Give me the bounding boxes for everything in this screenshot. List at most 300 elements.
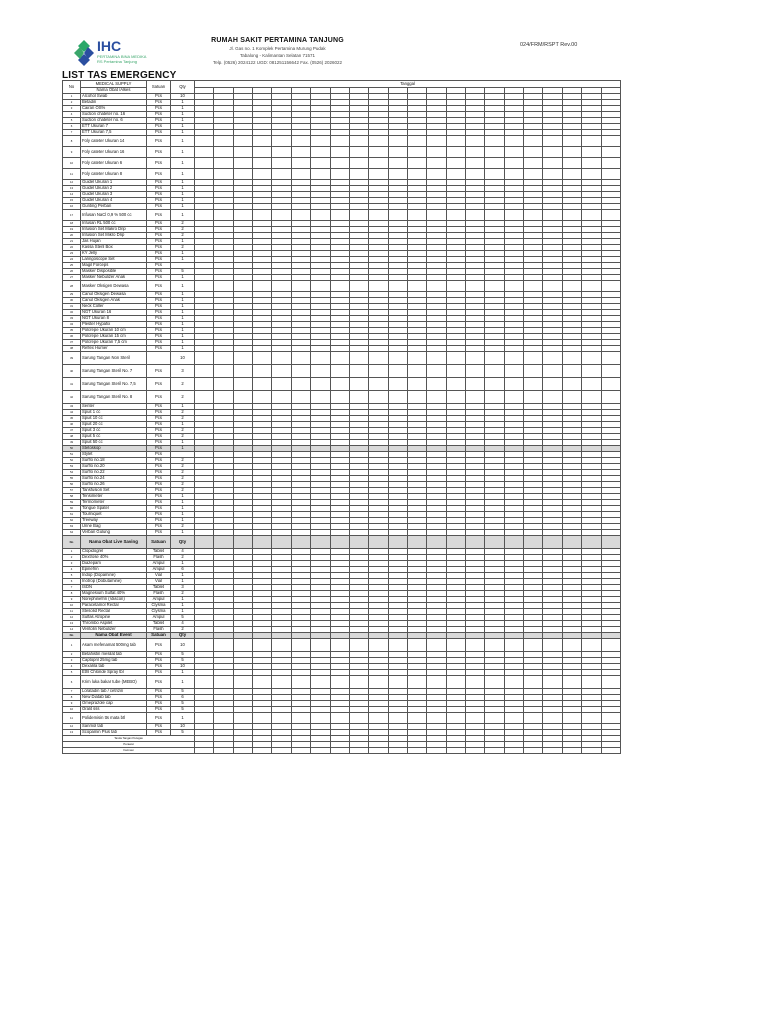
check-cell[interactable] bbox=[407, 352, 426, 365]
check-cell[interactable] bbox=[446, 147, 465, 158]
check-cell[interactable] bbox=[272, 365, 291, 378]
signature-cell[interactable] bbox=[349, 748, 368, 754]
signature-cell[interactable] bbox=[524, 748, 543, 754]
signature-cell[interactable] bbox=[466, 748, 485, 754]
check-cell[interactable] bbox=[349, 378, 368, 391]
check-cell[interactable] bbox=[407, 391, 426, 404]
check-cell[interactable] bbox=[349, 639, 368, 652]
check-cell[interactable] bbox=[369, 352, 388, 365]
check-cell[interactable] bbox=[369, 136, 388, 147]
check-cell[interactable] bbox=[427, 136, 446, 147]
check-cell[interactable] bbox=[272, 391, 291, 404]
check-cell[interactable] bbox=[524, 676, 543, 689]
check-cell[interactable] bbox=[543, 713, 562, 724]
check-cell[interactable] bbox=[214, 378, 233, 391]
check-cell[interactable] bbox=[311, 281, 330, 292]
check-cell[interactable] bbox=[485, 391, 504, 404]
check-cell[interactable] bbox=[272, 676, 291, 689]
check-cell[interactable] bbox=[446, 136, 465, 147]
check-cell[interactable] bbox=[369, 158, 388, 169]
check-cell[interactable] bbox=[253, 147, 272, 158]
check-cell[interactable] bbox=[330, 147, 349, 158]
check-cell[interactable] bbox=[601, 210, 621, 221]
check-cell[interactable] bbox=[388, 136, 407, 147]
check-cell[interactable] bbox=[601, 536, 621, 549]
check-cell[interactable] bbox=[543, 639, 562, 652]
check-cell[interactable] bbox=[253, 391, 272, 404]
check-cell[interactable] bbox=[485, 158, 504, 169]
check-cell[interactable] bbox=[195, 352, 214, 365]
check-cell[interactable] bbox=[446, 352, 465, 365]
check-cell[interactable] bbox=[272, 281, 291, 292]
check-cell[interactable] bbox=[601, 365, 621, 378]
check-cell[interactable] bbox=[272, 378, 291, 391]
check-cell[interactable] bbox=[369, 147, 388, 158]
signature-cell[interactable] bbox=[388, 748, 407, 754]
check-cell[interactable] bbox=[582, 713, 601, 724]
check-cell[interactable] bbox=[466, 158, 485, 169]
check-cell[interactable] bbox=[369, 676, 388, 689]
check-cell[interactable] bbox=[524, 391, 543, 404]
check-cell[interactable] bbox=[233, 147, 252, 158]
check-cell[interactable] bbox=[369, 713, 388, 724]
check-cell[interactable] bbox=[485, 639, 504, 652]
check-cell[interactable] bbox=[388, 169, 407, 180]
check-cell[interactable] bbox=[504, 676, 523, 689]
check-cell[interactable] bbox=[369, 378, 388, 391]
check-cell[interactable] bbox=[311, 136, 330, 147]
check-cell[interactable] bbox=[601, 352, 621, 365]
check-cell[interactable] bbox=[485, 713, 504, 724]
check-cell[interactable] bbox=[562, 147, 581, 158]
check-cell[interactable] bbox=[504, 536, 523, 549]
check-cell[interactable] bbox=[388, 365, 407, 378]
check-cell[interactable] bbox=[272, 536, 291, 549]
check-cell[interactable] bbox=[388, 676, 407, 689]
check-cell[interactable] bbox=[543, 281, 562, 292]
check-cell[interactable] bbox=[562, 713, 581, 724]
check-cell[interactable] bbox=[582, 169, 601, 180]
check-cell[interactable] bbox=[562, 676, 581, 689]
check-cell[interactable] bbox=[562, 639, 581, 652]
signature-cell[interactable] bbox=[195, 748, 214, 754]
check-cell[interactable] bbox=[582, 147, 601, 158]
check-cell[interactable] bbox=[369, 365, 388, 378]
check-cell[interactable] bbox=[562, 365, 581, 378]
check-cell[interactable] bbox=[291, 136, 310, 147]
check-cell[interactable] bbox=[291, 169, 310, 180]
check-cell[interactable] bbox=[311, 676, 330, 689]
check-cell[interactable] bbox=[504, 210, 523, 221]
check-cell[interactable] bbox=[427, 391, 446, 404]
check-cell[interactable] bbox=[582, 391, 601, 404]
check-cell[interactable] bbox=[524, 169, 543, 180]
check-cell[interactable] bbox=[466, 378, 485, 391]
check-cell[interactable] bbox=[446, 639, 465, 652]
check-cell[interactable] bbox=[446, 210, 465, 221]
check-cell[interactable] bbox=[195, 147, 214, 158]
check-cell[interactable] bbox=[214, 158, 233, 169]
check-cell[interactable] bbox=[407, 136, 426, 147]
check-cell[interactable] bbox=[291, 365, 310, 378]
check-cell[interactable] bbox=[291, 391, 310, 404]
check-cell[interactable] bbox=[407, 536, 426, 549]
signature-cell[interactable] bbox=[330, 748, 349, 754]
check-cell[interactable] bbox=[582, 281, 601, 292]
check-cell[interactable] bbox=[349, 365, 368, 378]
check-cell[interactable] bbox=[427, 713, 446, 724]
check-cell[interactable] bbox=[291, 378, 310, 391]
check-cell[interactable] bbox=[427, 281, 446, 292]
check-cell[interactable] bbox=[272, 147, 291, 158]
check-cell[interactable] bbox=[466, 136, 485, 147]
check-cell[interactable] bbox=[466, 639, 485, 652]
check-cell[interactable] bbox=[233, 676, 252, 689]
check-cell[interactable] bbox=[272, 713, 291, 724]
check-cell[interactable] bbox=[291, 676, 310, 689]
check-cell[interactable] bbox=[214, 365, 233, 378]
check-cell[interactable] bbox=[253, 365, 272, 378]
check-cell[interactable] bbox=[330, 378, 349, 391]
check-cell[interactable] bbox=[195, 169, 214, 180]
check-cell[interactable] bbox=[311, 158, 330, 169]
check-cell[interactable] bbox=[233, 210, 252, 221]
check-cell[interactable] bbox=[485, 676, 504, 689]
check-cell[interactable] bbox=[272, 639, 291, 652]
check-cell[interactable] bbox=[349, 158, 368, 169]
check-cell[interactable] bbox=[466, 169, 485, 180]
check-cell[interactable] bbox=[253, 352, 272, 365]
check-cell[interactable] bbox=[311, 169, 330, 180]
check-cell[interactable] bbox=[272, 158, 291, 169]
check-cell[interactable] bbox=[543, 536, 562, 549]
check-cell[interactable] bbox=[427, 158, 446, 169]
check-cell[interactable] bbox=[311, 536, 330, 549]
check-cell[interactable] bbox=[582, 210, 601, 221]
check-cell[interactable] bbox=[407, 169, 426, 180]
check-cell[interactable] bbox=[291, 281, 310, 292]
check-cell[interactable] bbox=[195, 210, 214, 221]
check-cell[interactable] bbox=[524, 147, 543, 158]
check-cell[interactable] bbox=[466, 676, 485, 689]
check-cell[interactable] bbox=[427, 365, 446, 378]
check-cell[interactable] bbox=[427, 352, 446, 365]
check-cell[interactable] bbox=[388, 713, 407, 724]
check-cell[interactable] bbox=[349, 281, 368, 292]
check-cell[interactable] bbox=[485, 210, 504, 221]
check-cell[interactable] bbox=[407, 281, 426, 292]
check-cell[interactable] bbox=[253, 536, 272, 549]
signature-cell[interactable] bbox=[233, 748, 252, 754]
signature-cell[interactable] bbox=[311, 748, 330, 754]
check-cell[interactable] bbox=[330, 136, 349, 147]
check-cell[interactable] bbox=[253, 210, 272, 221]
check-cell[interactable] bbox=[233, 713, 252, 724]
check-cell[interactable] bbox=[233, 536, 252, 549]
check-cell[interactable] bbox=[524, 536, 543, 549]
check-cell[interactable] bbox=[582, 352, 601, 365]
check-cell[interactable] bbox=[543, 365, 562, 378]
check-cell[interactable] bbox=[291, 639, 310, 652]
check-cell[interactable] bbox=[601, 158, 621, 169]
check-cell[interactable] bbox=[524, 210, 543, 221]
check-cell[interactable] bbox=[195, 136, 214, 147]
check-cell[interactable] bbox=[233, 281, 252, 292]
check-cell[interactable] bbox=[195, 391, 214, 404]
check-cell[interactable] bbox=[446, 713, 465, 724]
check-cell[interactable] bbox=[311, 378, 330, 391]
check-cell[interactable] bbox=[582, 365, 601, 378]
check-cell[interactable] bbox=[388, 639, 407, 652]
check-cell[interactable] bbox=[582, 676, 601, 689]
check-cell[interactable] bbox=[601, 676, 621, 689]
check-cell[interactable] bbox=[407, 158, 426, 169]
check-cell[interactable] bbox=[601, 713, 621, 724]
check-cell[interactable] bbox=[233, 352, 252, 365]
signature-cell[interactable] bbox=[582, 748, 601, 754]
check-cell[interactable] bbox=[485, 352, 504, 365]
check-cell[interactable] bbox=[562, 536, 581, 549]
check-cell[interactable] bbox=[311, 352, 330, 365]
check-cell[interactable] bbox=[214, 713, 233, 724]
check-cell[interactable] bbox=[466, 713, 485, 724]
check-cell[interactable] bbox=[233, 169, 252, 180]
check-cell[interactable] bbox=[601, 639, 621, 652]
check-cell[interactable] bbox=[427, 378, 446, 391]
check-cell[interactable] bbox=[562, 210, 581, 221]
check-cell[interactable] bbox=[524, 136, 543, 147]
check-cell[interactable] bbox=[504, 391, 523, 404]
check-cell[interactable] bbox=[524, 365, 543, 378]
check-cell[interactable] bbox=[407, 365, 426, 378]
check-cell[interactable] bbox=[543, 676, 562, 689]
check-cell[interactable] bbox=[272, 352, 291, 365]
check-cell[interactable] bbox=[485, 136, 504, 147]
check-cell[interactable] bbox=[253, 281, 272, 292]
check-cell[interactable] bbox=[195, 365, 214, 378]
check-cell[interactable] bbox=[543, 147, 562, 158]
check-cell[interactable] bbox=[214, 210, 233, 221]
check-cell[interactable] bbox=[330, 365, 349, 378]
check-cell[interactable] bbox=[253, 136, 272, 147]
check-cell[interactable] bbox=[446, 365, 465, 378]
check-cell[interactable] bbox=[233, 378, 252, 391]
check-cell[interactable] bbox=[369, 169, 388, 180]
check-cell[interactable] bbox=[543, 169, 562, 180]
check-cell[interactable] bbox=[253, 713, 272, 724]
check-cell[interactable] bbox=[195, 281, 214, 292]
check-cell[interactable] bbox=[311, 147, 330, 158]
check-cell[interactable] bbox=[407, 713, 426, 724]
check-cell[interactable] bbox=[369, 210, 388, 221]
check-cell[interactable] bbox=[291, 158, 310, 169]
check-cell[interactable] bbox=[195, 639, 214, 652]
check-cell[interactable] bbox=[524, 639, 543, 652]
check-cell[interactable] bbox=[504, 136, 523, 147]
check-cell[interactable] bbox=[349, 352, 368, 365]
check-cell[interactable] bbox=[446, 281, 465, 292]
signature-cell[interactable] bbox=[291, 748, 310, 754]
check-cell[interactable] bbox=[601, 147, 621, 158]
check-cell[interactable] bbox=[214, 169, 233, 180]
check-cell[interactable] bbox=[485, 378, 504, 391]
check-cell[interactable] bbox=[349, 536, 368, 549]
check-cell[interactable] bbox=[311, 365, 330, 378]
check-cell[interactable] bbox=[253, 639, 272, 652]
check-cell[interactable] bbox=[349, 136, 368, 147]
check-cell[interactable] bbox=[311, 639, 330, 652]
check-cell[interactable] bbox=[330, 639, 349, 652]
check-cell[interactable] bbox=[330, 210, 349, 221]
check-cell[interactable] bbox=[524, 352, 543, 365]
check-cell[interactable] bbox=[233, 365, 252, 378]
check-cell[interactable] bbox=[291, 713, 310, 724]
check-cell[interactable] bbox=[214, 391, 233, 404]
check-cell[interactable] bbox=[524, 158, 543, 169]
check-cell[interactable] bbox=[311, 713, 330, 724]
check-cell[interactable] bbox=[504, 281, 523, 292]
check-cell[interactable] bbox=[504, 352, 523, 365]
check-cell[interactable] bbox=[214, 352, 233, 365]
check-cell[interactable] bbox=[388, 210, 407, 221]
check-cell[interactable] bbox=[582, 136, 601, 147]
check-cell[interactable] bbox=[349, 676, 368, 689]
check-cell[interactable] bbox=[485, 365, 504, 378]
check-cell[interactable] bbox=[543, 210, 562, 221]
check-cell[interactable] bbox=[427, 639, 446, 652]
check-cell[interactable] bbox=[233, 136, 252, 147]
check-cell[interactable] bbox=[272, 210, 291, 221]
check-cell[interactable] bbox=[311, 210, 330, 221]
check-cell[interactable] bbox=[466, 210, 485, 221]
check-cell[interactable] bbox=[466, 352, 485, 365]
check-cell[interactable] bbox=[485, 536, 504, 549]
check-cell[interactable] bbox=[601, 378, 621, 391]
check-cell[interactable] bbox=[253, 676, 272, 689]
check-cell[interactable] bbox=[195, 378, 214, 391]
check-cell[interactable] bbox=[562, 158, 581, 169]
check-cell[interactable] bbox=[582, 639, 601, 652]
check-cell[interactable] bbox=[485, 169, 504, 180]
check-cell[interactable] bbox=[195, 158, 214, 169]
check-cell[interactable] bbox=[543, 136, 562, 147]
check-cell[interactable] bbox=[446, 158, 465, 169]
check-cell[interactable] bbox=[407, 676, 426, 689]
check-cell[interactable] bbox=[407, 639, 426, 652]
check-cell[interactable] bbox=[330, 713, 349, 724]
check-cell[interactable] bbox=[311, 391, 330, 404]
check-cell[interactable] bbox=[427, 210, 446, 221]
check-cell[interactable] bbox=[272, 136, 291, 147]
check-cell[interactable] bbox=[388, 158, 407, 169]
check-cell[interactable] bbox=[388, 147, 407, 158]
check-cell[interactable] bbox=[601, 391, 621, 404]
signature-cell[interactable] bbox=[369, 748, 388, 754]
signature-cell[interactable] bbox=[427, 748, 446, 754]
check-cell[interactable] bbox=[195, 676, 214, 689]
check-cell[interactable] bbox=[543, 378, 562, 391]
check-cell[interactable] bbox=[446, 536, 465, 549]
check-cell[interactable] bbox=[485, 147, 504, 158]
check-cell[interactable] bbox=[562, 391, 581, 404]
check-cell[interactable] bbox=[214, 281, 233, 292]
check-cell[interactable] bbox=[214, 536, 233, 549]
check-cell[interactable] bbox=[233, 391, 252, 404]
check-cell[interactable] bbox=[427, 536, 446, 549]
check-cell[interactable] bbox=[388, 352, 407, 365]
check-cell[interactable] bbox=[291, 536, 310, 549]
check-cell[interactable] bbox=[466, 147, 485, 158]
check-cell[interactable] bbox=[330, 158, 349, 169]
check-cell[interactable] bbox=[388, 536, 407, 549]
check-cell[interactable] bbox=[330, 281, 349, 292]
check-cell[interactable] bbox=[466, 281, 485, 292]
check-cell[interactable] bbox=[524, 281, 543, 292]
check-cell[interactable] bbox=[582, 158, 601, 169]
check-cell[interactable] bbox=[427, 676, 446, 689]
signature-cell[interactable] bbox=[543, 748, 562, 754]
check-cell[interactable] bbox=[349, 147, 368, 158]
signature-cell[interactable] bbox=[407, 748, 426, 754]
signature-cell[interactable] bbox=[446, 748, 465, 754]
check-cell[interactable] bbox=[446, 391, 465, 404]
check-cell[interactable] bbox=[446, 378, 465, 391]
check-cell[interactable] bbox=[272, 169, 291, 180]
check-cell[interactable] bbox=[524, 378, 543, 391]
signature-cell[interactable] bbox=[562, 748, 581, 754]
check-cell[interactable] bbox=[407, 210, 426, 221]
check-cell[interactable] bbox=[349, 713, 368, 724]
check-cell[interactable] bbox=[349, 169, 368, 180]
check-cell[interactable] bbox=[466, 536, 485, 549]
check-cell[interactable] bbox=[504, 713, 523, 724]
check-cell[interactable] bbox=[427, 147, 446, 158]
check-cell[interactable] bbox=[466, 365, 485, 378]
check-cell[interactable] bbox=[543, 391, 562, 404]
check-cell[interactable] bbox=[427, 169, 446, 180]
check-cell[interactable] bbox=[504, 169, 523, 180]
check-cell[interactable] bbox=[388, 391, 407, 404]
check-cell[interactable] bbox=[330, 352, 349, 365]
check-cell[interactable] bbox=[562, 378, 581, 391]
check-cell[interactable] bbox=[562, 169, 581, 180]
check-cell[interactable] bbox=[485, 281, 504, 292]
signature-cell[interactable] bbox=[601, 748, 621, 754]
check-cell[interactable] bbox=[195, 536, 214, 549]
check-cell[interactable] bbox=[291, 210, 310, 221]
check-cell[interactable] bbox=[446, 676, 465, 689]
check-cell[interactable] bbox=[407, 378, 426, 391]
check-cell[interactable] bbox=[214, 147, 233, 158]
signature-cell[interactable] bbox=[504, 748, 523, 754]
check-cell[interactable] bbox=[369, 536, 388, 549]
check-cell[interactable] bbox=[330, 676, 349, 689]
check-cell[interactable] bbox=[195, 713, 214, 724]
check-cell[interactable] bbox=[291, 352, 310, 365]
check-cell[interactable] bbox=[233, 639, 252, 652]
check-cell[interactable] bbox=[369, 639, 388, 652]
check-cell[interactable] bbox=[291, 147, 310, 158]
check-cell[interactable] bbox=[369, 281, 388, 292]
check-cell[interactable] bbox=[543, 158, 562, 169]
check-cell[interactable] bbox=[330, 169, 349, 180]
signature-cell[interactable] bbox=[253, 748, 272, 754]
check-cell[interactable] bbox=[330, 536, 349, 549]
check-cell[interactable] bbox=[582, 378, 601, 391]
check-cell[interactable] bbox=[388, 378, 407, 391]
check-cell[interactable] bbox=[407, 147, 426, 158]
signature-cell[interactable] bbox=[272, 748, 291, 754]
